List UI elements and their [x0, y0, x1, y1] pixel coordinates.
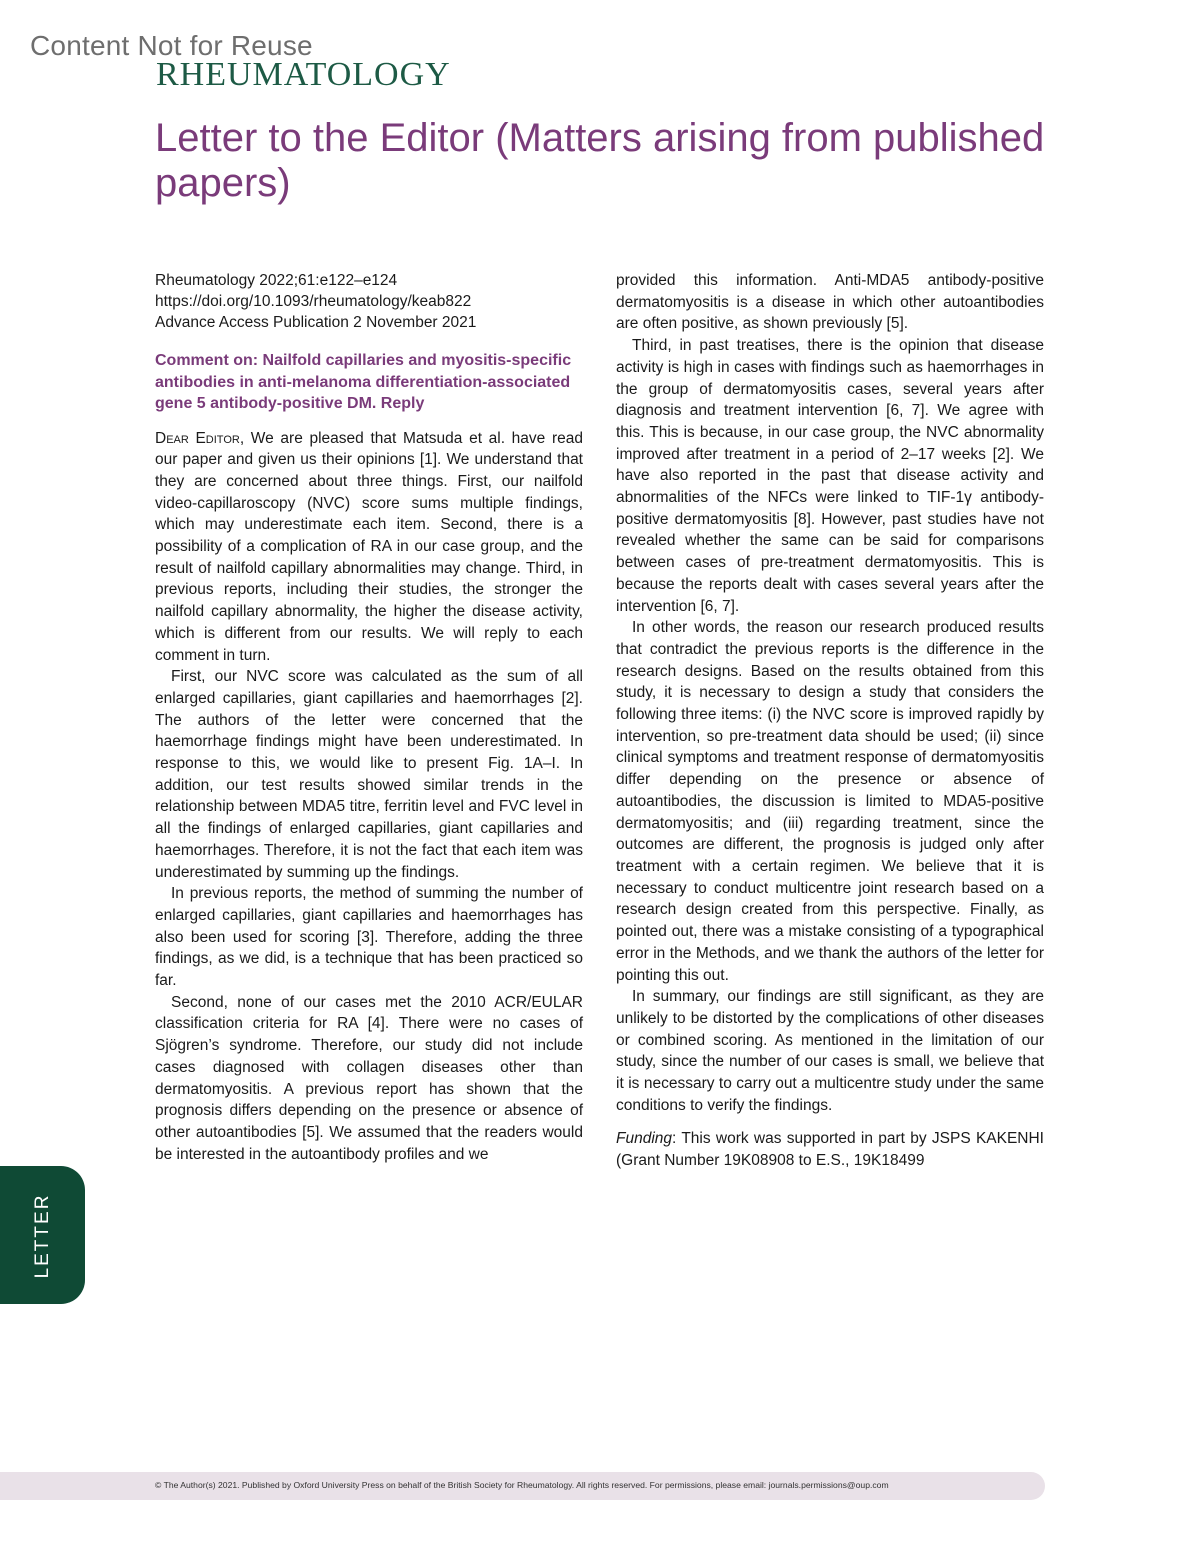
funding-label: Funding [616, 1130, 673, 1148]
paragraph-text: We are pleased that Matsuda et al. have read our paper and given us their opinions [1]. We understand that they are concerned about three things. First, our nailfold video-capillaroscopy (NVC) score sums multiple findings, which may underestimate each item. Second, there is a possibility of a complication of RA in our case group, and the result of nailfold capillary abnormalities may change. Third, in previous reports, including their studies, the stronger the nailfold capillary abnormality, the higher the disease activity, which is different from our results. We will reply to each comment in turn. [155, 429, 583, 664]
paragraph: In other words, the reason our research produced results that contradict the previous reports is the difference in the research designs. Based on the results obtained from this study, it is necessary to design a study that considers the following three items: (i) the NVC score is improved rapidly by intervention, so pre-treatment data should be used; (ii) since clinical symptoms and treatment response of dermatomyositis differ depending on the presence or absence of autoantibodies, the discussion is limited to MDA5-positive dermatomyositis; and (iii) regarding treatment, since the outcomes are different, the prognosis is judged only after treatment with a certain regimen. We believe that it is necessary to conduct multicentre joint research based on a research design created from this perspective. Finally, as pointed out, there was a mistake consisting of a typographical error in the Methods, and we thank the authors of the letter for pointing this out. [616, 619, 1044, 984]
watermark: Content Not for Reuse [30, 30, 313, 61]
paragraph: First, our NVC score was calculated as the sum of all enlarged capillaries, giant capillaries and haemorrhages [2]. The authors of the letter were concerned that the haemorrhage findings might have been underestimated. In response to this, we would like to present Fig. 1A–I. In addition, our test results showed similar trends in the relationship between MDA5 titre, ferritin level and FVC level in all the findings of enlarged capillaries, giant capillaries and haemorrhages. Therefore, it is not the fact that each item was underestimated by summing up the findings. [155, 668, 583, 881]
paragraph: Third, in past treatises, there is the opinion that disease activity is high in cases with findings such as haemorrhages in the group of dermatomyositis cases, several years after diagnosis and treatment intervention [6, 7]. We agree with this. This is because, in our case group, the NVC abnormality improved after treatment in a period of 2–17 weeks [2]. We have also reported in the past that disease activity and abnormalities of the NFCs were linked to TIF-1γ antibody-positive dermatomyositis [8]. However, past studies have not revealed whether the same can be said for comparisons between cases of pre-treatment dermatomyositis. This is because the reports dealt with cases several years after the intervention [6, 7]. [616, 337, 1044, 615]
right-column [616, 270, 1044, 1172]
paragraph: provided this information. Anti-MDA5 antibody-positive dermatomyositis is a disease in which other autoantibodies are often positive, as shown previously [5]. [616, 272, 1044, 333]
paragraph: Second, none of our cases met the 2010 ACR/EULAR classification criteria for RA [4]. There were no cases of Sjögren’s syndrome. Therefore, our study did not include cases diagnosed with collagen diseases other than dermatomyositis. A previous report has shown that the prognosis differs depending on the presence or absence of other autoantibodies [5]. We assumed that the readers would be interested in the autoantibody profiles and we [155, 993, 583, 1163]
funding-statement [616, 1128, 1044, 1171]
left-column [155, 270, 583, 1165]
paragraph [155, 428, 583, 667]
paragraph: In previous reports, the method of summing the number of enlarged capillaries, giant capillaries and haemorrhages has also been used for scoring [3]. Therefore, adding the three findings, as we did, is a technique that has been practiced so far. [155, 885, 583, 990]
citation: Rheumatology 2022;61:e122–e124 [155, 272, 398, 289]
section-tab-label: LETTER [32, 1193, 53, 1279]
salutation: Dear Editor, [155, 429, 245, 447]
doi-link[interactable]: https://doi.org/10.1093/rheumatology/keab822 [155, 293, 472, 310]
copyright-footer: © The Author(s) 2021. Published by Oxford University Press on behalf of the British Society for Rheumatology. All rights reserved. For permissions, please email: journals.permissions@oup.com [155, 1480, 889, 1490]
page-title: Letter to the Editor (Matters arising from published papers) [155, 116, 1045, 205]
funding-text: : This work was supported in part by JSPS KAKENHI (Grant Number 19K08908 to E.S., 19K18499 [616, 1130, 1044, 1170]
publication-date: Advance Access Publication 2 November 2021 [155, 314, 477, 331]
journal-name: RHEUMATOLOGY [156, 56, 451, 93]
article-heading: Comment on: Nailfold capillaries and myositis-specific antibodies in anti-melanoma differentiation-associated gene 5 antibody-positive DM. Reply [155, 352, 572, 412]
paragraph: In summary, our findings are still significant, as they are unlikely to be distorted by the complications of other diseases or combined scoring. As mentioned in the limitation of our study, since the number of our cases is small, we believe that it is necessary to carry out a multicentre study under the same conditions to verify the findings. [616, 988, 1044, 1114]
